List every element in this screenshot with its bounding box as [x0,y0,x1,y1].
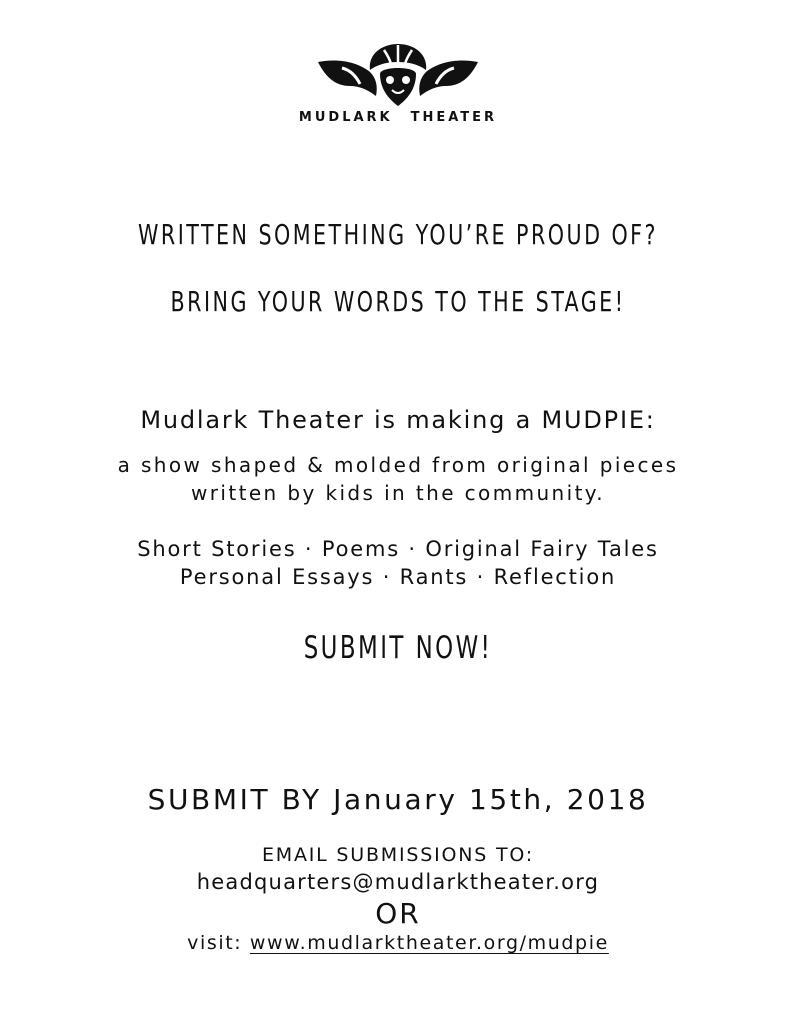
or-separator: OR [375,897,421,930]
intro-description-line-2: written by kids in the community. [191,481,605,505]
visit-label: visit: [187,932,243,954]
intro-description-line-1: a show shaped & molded from original pieces [117,453,679,477]
lark-bird-icon [298,40,498,112]
logo-wordmark [0,110,796,125]
submission-types-line-2: Personal Essays · Rants · Reflection [179,565,617,589]
submission-types-line-1: Short Stories · Poems · Original Fairy Tales [137,537,659,561]
headline-proud: WRITTEN SOMETHING YOU’RE PROUD OF? [138,218,658,251]
email-label: EMAIL SUBMISSIONS TO: [261,844,535,866]
logo [0,40,796,125]
website-link[interactable]: www.mudlarktheater.org/mudpie [249,932,609,954]
logo-word-left: MUDLARK [298,110,393,125]
logo-word-right: THEATER [410,110,498,125]
intro-lead: Mudlark Theater is making a MUDPIE: [140,406,656,434]
headline-stage: BRING YOUR WORDS TO THE STAGE! [170,285,626,318]
submit-now-headline: SUBMIT NOW! [303,630,493,666]
email-address: headquarters@mudlarktheater.org [196,870,600,894]
submission-deadline: SUBMIT BY January 15th, 2018 [147,783,649,816]
visit-line [0,932,796,954]
